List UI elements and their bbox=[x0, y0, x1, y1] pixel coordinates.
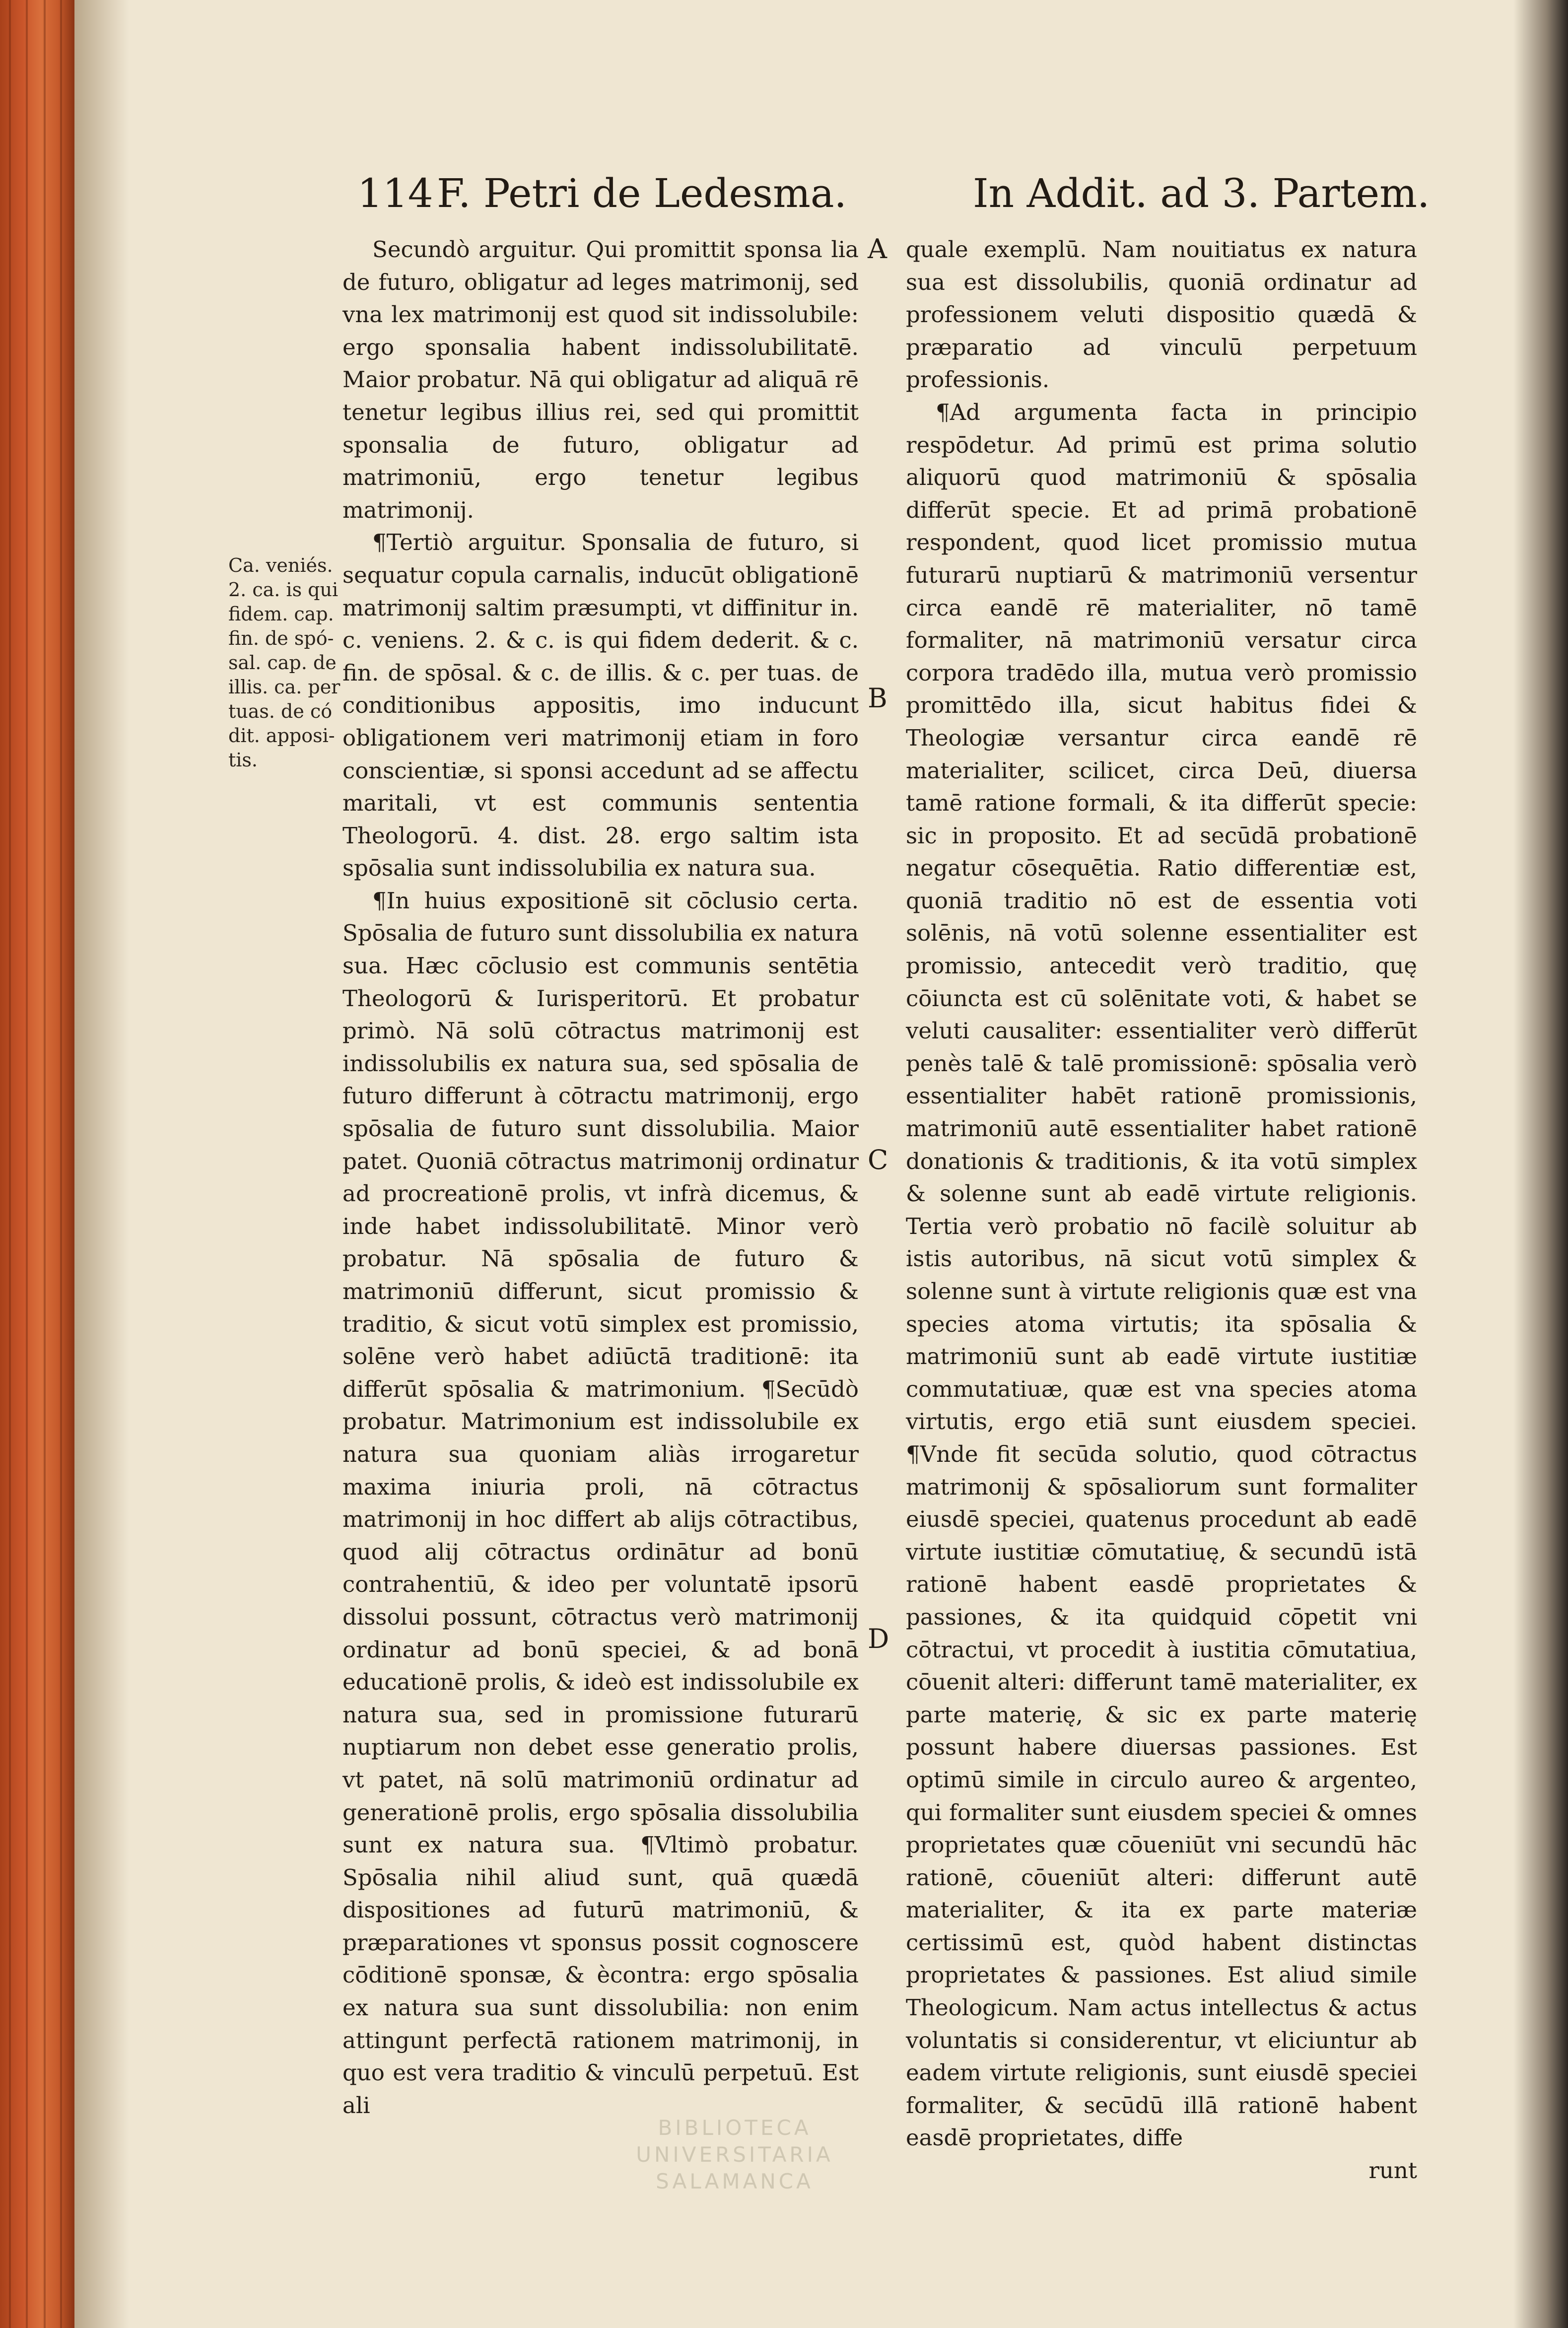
text-column-left bbox=[342, 233, 859, 2122]
paragraph: Secundò arguitur. Qui promittit sponsa lia de futuro, obligatur ad leges matrimonij, sed vna lex matrimonij est quod sit indissolubile: ergo sponsalia habent indissolubilitatē. Maior probatur. Nā qui obligatur ad aliquā rē tenetur legibus illius rei, sed qui promittit sponsalia de futuro, obligatur ad matrimoniū, ergo tenetur legibus matrimonij. bbox=[342, 236, 859, 523]
marginal-note-line: illis. ca. per bbox=[228, 676, 341, 698]
paragraph: quale exemplū. Nam nouitiatus ex natura sua est dissolubilis, quoniā ordinatur ad professionem veluti dispositio quædā & præparatio ad vinculū perpetuum professionis. bbox=[906, 236, 1417, 393]
folio-number: 114 bbox=[357, 170, 433, 216]
paragraph: ¶Ad argumenta facta in principio respōdetur. Ad primū est prima solutio aliquorū quod matrimoniū & spōsalia differūt specie. Et ad primā probationē respondent, quod licet promissio mutua futurarū nuptiarū & matrimoniū versentur circa eandē rē materialiter, nō tamē formaliter, nā matrimoniū versatur circa corpora tradēdo illa, mutua verò promissio promittēdo illa, sicut habitus fidei & Theologiæ versantur circa eandē rē materialiter, scilicet, circa Deū, diuersa tamē ratione formali, & ita differūt specie: sic in proposito. Et ad secūdā probationē negatur cōsequētia. Ratio differentiæ est, quoniā traditio nō est de essentia voti solēnis, nā votū solenne essentialiter est promissio, antecedit verò traditio, quę cōiuncta est cū solēnitate voti, & habet se veluti causaliter: essentialiter verò differūt penès talē & talē promissionē: spōsalia verò essentialiter habēt rationē promissionis, matrimoniū autē essentialiter habet rationē donationis & traditionis, & ita votū simplex & solenne sunt ab eadē virtute religionis. Tertia verò probatio nō facilè soluitur ab istis autoribus, nā sicut votū simplex & solenne sunt à virtute religionis quæ est vna species atoma virtutis; ita spōsalia & matrimoniū sunt ab eadē virtute iustitiæ commutatiuæ, quæ est vna species atoma virtutis, ergo etiā sunt eiusdem speciei. ¶Vnde fit secūda solutio, quod cōtractus matrimonij & spōsaliorum sunt formaliter eiusdē speciei, quatenus procedunt ab eadē virtute iustitiæ cōmutatiuę, & secundū istā rationē habent easdē proprietates & passiones, & ita quidquid cōpetit vni cōtractui, vt procedit à iustitia cōmutatiua, cōuenit alteri: differunt tamē materialiter, ex parte materię, & sic ex parte materię possunt habere diuersas passiones. Est optimū simile in circulo aureo & argenteo, qui formaliter sunt eiusdem speciei & omnes proprietates quæ cōueniūt vni secundū hāc rationē, cōueniūt alteri: differunt autē materialiter, & ita ex parte materiæ certissimū est, quòd habent distinctas proprietates & passiones. Est aliud simile Theologicum. Nam actus intellectus & actus voluntatis si considerentur, vt eliciuntur ab eadem virtute religionis, sunt eiusdē speciei formaliter, & secūdū illā rationē habent easdē proprietates, diffe bbox=[906, 399, 1417, 2151]
gutter-shadow bbox=[74, 0, 129, 2328]
marginal-note-line: Ca. veniés. bbox=[228, 554, 333, 576]
marginal-note-line: fin. de spó- bbox=[228, 627, 334, 649]
catchword: runt bbox=[1368, 2157, 1417, 2184]
page-fore-edge bbox=[0, 0, 74, 2328]
section-marker-b: B bbox=[868, 683, 887, 714]
paragraph: ¶Tertiò arguitur. Sponsalia de futuro, si sequatur copula carnalis, inducūt obligationē matrimonij saltim præsumpti, vt diffinitur in. c. veniens. 2. & c. is qui fidem dederit. & c. fin. de spōsal. & c. de illis. & c. per tuas. de conditionibus appositis, imo inducunt obligationem veri matrimonij etiam in foro conscientiæ, si sponsi accedunt ad se affectu maritali, vt est communis sententia Theologorū. 4. dist. 28. ergo saltim ista spōsalia sunt indissolubilia ex natura sua. bbox=[342, 529, 859, 882]
section-marker-d: D bbox=[868, 1623, 889, 1654]
running-head-left: F. Petri de Ledesma. bbox=[437, 170, 847, 216]
paragraph: ¶In huius expositionē sit cōclusio certa. Spōsalia de futuro sunt dissolubilia ex natura sua. Hæc cōclusio est communis sentētia Theologorū & Iurisperitorū. Et probatur primò. Nā solū cōtractus matrimonij est indissolubilis ex natura sua, sed spōsalia de futuro differunt à cōtractu matrimonij, ergo spōsalia de futuro sunt dissolubilia. Maior patet. Quoniā cōtractus matrimonij ordinatur ad procreationē prolis, vt infrà dicemus, & inde habet indissolubilitatē. Minor verò probatur. Nā spōsalia de futuro & matrimoniū differunt, sicut promissio & traditio, & sicut votū simplex est promissio, solēne verò habet adiūctā traditionē: ita differūt spōsalia & matrimonium. ¶Secūdò probatur. Matrimonium est indissolubile ex natura sua quoniam aliàs irrogaretur maxima iniuria proli, nā cōtractus matrimonij in hoc differt ab alijs cōtractibus, quod alij cōtractus ordinātur ad bonū contrahentiū, & ideo per voluntatē ipsorū dissolui possunt, cōtractus verò matrimonij ordinatur ad bonū speciei, & ad bonā educationē prolis, & ideò est indissolubile ex natura sua, sed in promissione futurarū nuptiarum non debet esse generatio prolis, vt patet, nā solū matrimoniū ordinatur ad generationē prolis, ergo spōsalia dissolubilia sunt ex natura sua. ¶Vltimò probatur. Spōsalia nihil aliud sunt, quā quædā dispositiones ad futurū matrimoniū, & præparationes vt sponsus possit cognoscere cōditionē sponsæ, & ècontra: ergo spōsalia ex natura sua sunt dissolubilia: non enim attingunt perfectā rationem matrimonij, in quo est vera traditio & vinculū perpetuū. Est ali bbox=[342, 887, 859, 2119]
marginal-note-line: dit. apposi- bbox=[228, 725, 335, 747]
section-marker-c: C bbox=[868, 1144, 888, 1175]
marginal-note-line: tuas. de có bbox=[228, 700, 333, 722]
page-edge-shadow bbox=[1513, 0, 1568, 2328]
marginal-note-line: sal. cap. de bbox=[228, 652, 337, 674]
marginal-note-line: 2. ca. is qui bbox=[228, 579, 339, 601]
section-marker-a: A bbox=[868, 233, 887, 265]
stamp-line: SALAMANCA bbox=[656, 2169, 814, 2193]
running-head-right: In Addit. ad 3. Partem. bbox=[973, 170, 1430, 216]
library-stamp bbox=[630, 2115, 839, 2195]
stamp-line: UNIVERSITARIA bbox=[636, 2142, 833, 2167]
stamp-line: BIBLIOTECA bbox=[658, 2116, 812, 2140]
marginal-note bbox=[228, 553, 342, 772]
marginal-note-line: fidem. cap. bbox=[228, 603, 334, 625]
marginal-note-line: tis. bbox=[228, 749, 258, 771]
text-column-right bbox=[906, 233, 1417, 2187]
